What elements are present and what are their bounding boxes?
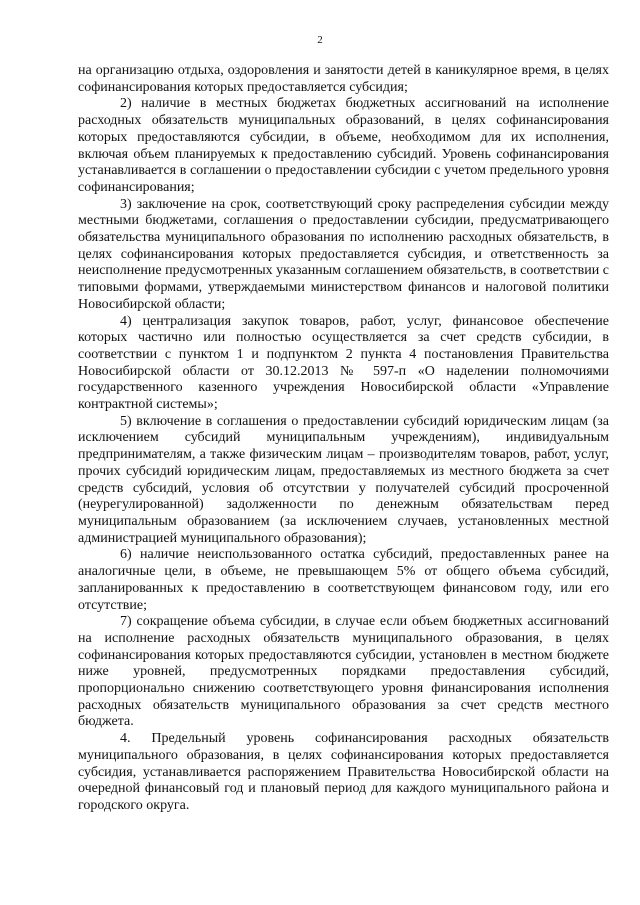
paragraph-item-3: 3) заключение на срок, соответствующий сроку распределения субсидии между местными бюджетами, соглашения о предоставлении субсидии, предусматривающего обязательства муниципального образования по исполнению расходных обязательств, в целях софинансирования которых предоставляется субсидия, и ответственность за неисполнение предусмотренных указанным соглашением обязательств, в соответствии с типовыми формами, утверждаемыми министерством финансов и налоговой политики Новосибирской области; <box>78 196 609 312</box>
paragraph-section-4: 4. Предельный уровень софинансирования расходных обязательств муниципального образования, в целях софинансирования которых предоставляется субсидия, устанавливается распоряжением Правительства Новосибирской области на очередной финансовый год и плановый период для каждого муниципального района и городского округа. <box>78 731 609 813</box>
paragraph-item-5: 5) включение в соглашения о предоставлении субсидий юридическим лицам (за исключением субсидий муниципальным учреждениям), индивидуальным предпринимателям, а также физическим лицам – производителям товаров, работ, услуг, прочих субсидий юридическим лицам, предоставляемых из местного бюджета за счет средств субсидий, условия об отсутствии у получателей субсидий просроченной (неурегулированной) задолженности по денежным обязательствам перед муниципальным образованием (за исключением случаев, установленных местной администрацией муниципального образования); <box>78 413 609 546</box>
paragraph-item-2: 2) наличие в местных бюджетах бюджетных ассигнований на исполнение расходных обязательств муниципальных образований, в целях софинансирования которых предоставляются субсидии, в объеме, необходимом для их исполнения, включая объем планируемых к предоставлению субсидий. Уровень софинансирования устанавливается в соглашении о предоставлении субсидии с учетом предельного уровня софинансирования; <box>78 96 609 195</box>
paragraph-item-6: 6) наличие неиспользованного остатка субсидий, предоставленных ранее на аналогичные цели, в объеме, не превышающем 5% от общего объема субсидий, запланированных к предоставлению в соответствующем финансовом году, или его отсутствие; <box>78 547 609 613</box>
page-number: 2 <box>317 34 323 46</box>
document-body <box>78 63 609 815</box>
paragraph-item-7: 7) сокращение объема субсидии, в случае если объем бюджетных ассигнований на исполнение расходных обязательств муниципального образования, в целях софинансирования которых предоставляются субсидии, установлен в местном бюджете ниже уровней, предусмотренных порядками предоставления субсидий, пропорционально снижению соответствующего уровня финансирования исполнения расходных обязательств муниципального образования за счет средств местного бюджета. <box>78 614 609 730</box>
paragraph-continuation: на организацию отдыха, оздоровления и занятости детей в каникулярное время, в целях софинансирования которых предоставляется субсидия; <box>78 63 609 95</box>
paragraph-item-4: 4) централизация закупок товаров, работ, услуг, финансовое обеспечение которых частично или полностью осуществляется за счет средств субсидии, в соответствии с пунктом 1 и подпунктом 2 пункта 4 постановления Правительства Новосибирской области от 30.12.2013 № 597-п «О наделении полномочиями государственного казенного учреждения Новосибирской области «Управление контрактной системы»; <box>78 313 609 413</box>
